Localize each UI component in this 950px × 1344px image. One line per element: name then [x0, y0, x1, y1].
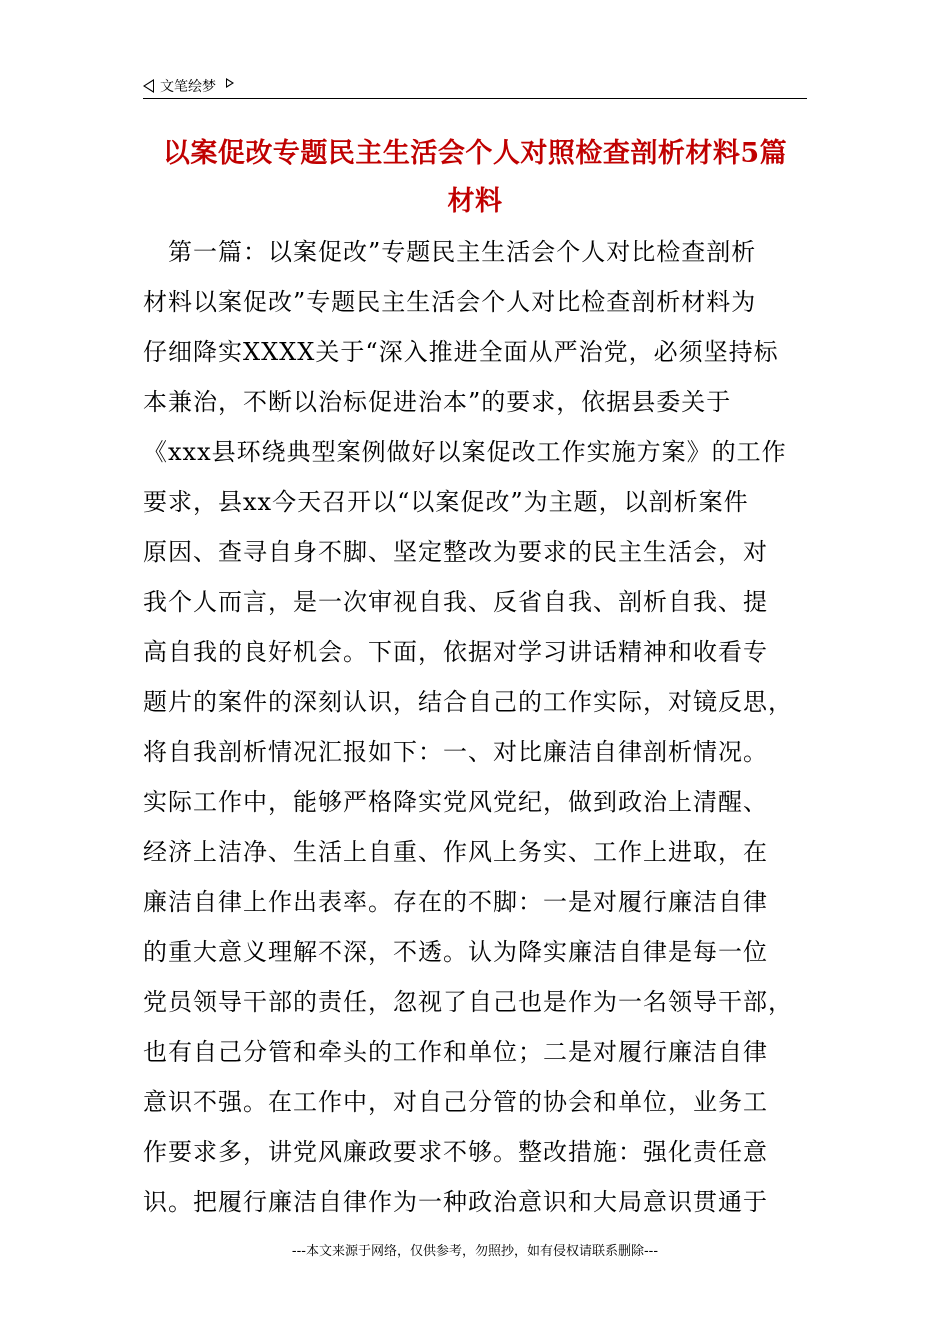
- title-line-2: 材料: [447, 186, 503, 217]
- footer-disclaimer: ---本文来源于网络，仅供参考，勿照抄，如有侵权请联系删除---: [291, 1244, 659, 1259]
- body-line: 第一篇：以案促改”专题民主生活会个人对比检查剖析: [143, 238, 757, 266]
- right-triangle-icon: [226, 78, 234, 88]
- body-line: 党员领导干部的责任，忽视了自己也是作为一名领导干部，: [143, 988, 793, 1016]
- body-line: 要求，县xx今天召开以“以案促改”为主题，以剖析案件: [143, 488, 749, 516]
- title-line-1: 以案促改专题民主生活会个人对照检查剖析材料5篇: [162, 138, 788, 169]
- body-line: 将自我剖析情况汇报如下：一、对比廉洁自律剖析情况。: [143, 738, 768, 766]
- body-line: 本兼治，不断以治标促进治本”的要求，依据县委关于: [143, 388, 732, 416]
- body-line: 廉洁自律上作出表率。存在的不脚：一是对履行廉洁自律: [143, 888, 768, 916]
- body-line: 的重大意义理解不深，不透。认为降实廉洁自律是每一位: [143, 938, 768, 966]
- body-line: 我个人而言，是一次审视自我、反省自我、剖析自我、提: [143, 588, 768, 616]
- body-line: 作要求多，讲党风廉政要求不够。整改措施：强化责任意: [143, 1138, 768, 1166]
- document-header: [143, 74, 807, 98]
- document-body: [143, 227, 807, 1227]
- body-line: 题片的案件的深刻认识，结合自己的工作实际，对镜反思，: [143, 688, 793, 716]
- body-line: 也有自己分管和牵头的工作和单位；二是对履行廉洁自律: [143, 1038, 768, 1066]
- left-triangle-icon: [143, 79, 154, 93]
- body-line: 识。把履行廉洁自律作为一种政治意识和大局意识贯通于: [143, 1188, 768, 1216]
- header-divider: [143, 98, 807, 99]
- body-line: 高自我的良好机会。下面，依据对学习讲话精神和收看专: [143, 638, 768, 666]
- body-line: 经济上洁净、生活上自重、作风上务实、工作上进取，在: [143, 838, 768, 866]
- body-line: 材料以案促改”专题民主生活会个人对比检查剖析材料为: [143, 288, 757, 316]
- body-line: 实际工作中，能够严格降实党风党纪，做到政治上清醒、: [143, 788, 768, 816]
- body-line: 仔细降实XXXX关于“深入推进全面从严治党，必须坚持标: [143, 338, 779, 366]
- body-line: 意识不强。在工作中，对自己分管的协会和单位，业务工: [143, 1088, 768, 1116]
- header-brand: 文笔绘梦: [160, 79, 216, 95]
- body-line: 原因、查寻自身不脚、坚定整改为要求的民主生活会，对: [143, 538, 768, 566]
- document-title: [143, 130, 807, 226]
- body-line: 《xxx县环绕典型案例做好以案促改工作实施方案》的工作: [143, 438, 787, 466]
